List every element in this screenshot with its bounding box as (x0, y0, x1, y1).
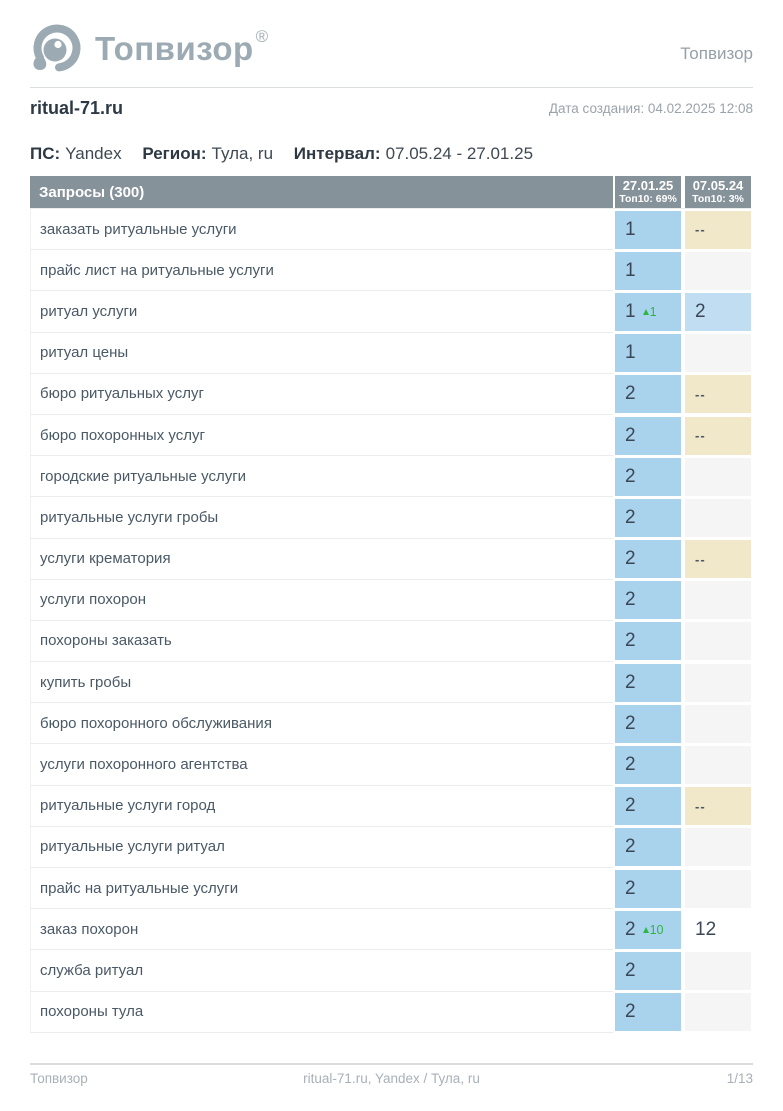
query-cell (30, 786, 613, 827)
position-value: 2 (625, 877, 636, 899)
table-row (30, 950, 751, 991)
report-params (30, 144, 753, 164)
position-change-badge (643, 305, 657, 319)
up-arrow-icon (643, 927, 649, 933)
position-cell-previous (685, 746, 751, 784)
registered-mark: ® (255, 26, 269, 46)
position-cell-previous (685, 334, 751, 372)
table-row (30, 539, 751, 580)
position-value: 2 (625, 795, 636, 817)
position-cell-current (615, 828, 681, 866)
table-row (30, 374, 751, 415)
date-column-header-previous (685, 176, 751, 208)
top10-percent: Топ10: 69% (619, 193, 677, 206)
table-row (30, 703, 751, 744)
query-text: прайс на ритуальные услуги (40, 879, 239, 897)
position-cell-current (615, 293, 681, 331)
table-row (30, 209, 751, 250)
table-row (30, 415, 751, 456)
position-cell-previous (685, 293, 751, 331)
position-cell-previous (685, 417, 751, 455)
query-text: заказ похорон (40, 920, 139, 938)
param-interval-value: 07.05.24 - 27.01.25 (385, 144, 534, 163)
position-value: -- (695, 386, 706, 402)
position-value: 1 (625, 300, 636, 322)
table-row (30, 868, 751, 909)
creation-date: Дата создания: 04.02.2025 12:08 (548, 101, 753, 116)
query-cell (30, 497, 613, 538)
table-row (30, 456, 751, 497)
position-cell-current (615, 622, 681, 660)
query-cell (30, 291, 613, 332)
query-cell (30, 539, 613, 580)
query-text: похороны тула (40, 1003, 144, 1021)
table-row (30, 621, 751, 662)
query-text: похороны заказать (40, 632, 172, 650)
position-cell-previous (685, 870, 751, 908)
position-cell-previous (685, 375, 751, 413)
table-row (30, 992, 751, 1033)
top10-percent: Топ10: 3% (692, 193, 744, 206)
query-text: бюро похоронного обслуживания (40, 714, 272, 732)
position-value: 2 (625, 918, 636, 940)
position-value: 2 (625, 959, 636, 981)
query-cell (30, 662, 613, 703)
position-cell-current (615, 870, 681, 908)
table-row (30, 497, 751, 538)
query-cell (30, 992, 613, 1033)
footer-report-title: ritual-71.ru, Yandex / Тула, ru (303, 1071, 480, 1086)
position-cell-previous (685, 664, 751, 702)
position-cell-current (615, 705, 681, 743)
position-cell-current (615, 334, 681, 372)
query-text: ритуальные услуги город (40, 797, 216, 815)
query-text: служба ритуал (40, 961, 144, 979)
position-cell-previous (685, 499, 751, 537)
param-interval-label: Интервал: (293, 144, 381, 163)
position-value: 1 (625, 259, 636, 281)
position-cell-previous (685, 705, 751, 743)
brand-name: Топвизор (95, 29, 254, 67)
position-cell-previous (685, 211, 751, 249)
position-cell-previous (685, 622, 751, 660)
query-text: услуги крематория (40, 550, 171, 568)
position-value: 2 (625, 424, 636, 446)
query-cell (30, 374, 613, 415)
header-divider (30, 87, 753, 88)
position-cell-previous (685, 952, 751, 990)
position-cell-current (615, 499, 681, 537)
query-cell (30, 703, 613, 744)
param-region-label: Регион: (142, 144, 207, 163)
query-cell (30, 621, 613, 662)
position-value: 2 (625, 1001, 636, 1023)
query-cell (30, 909, 613, 950)
param-se-value: Yandex (65, 144, 122, 163)
position-cell-current (615, 458, 681, 496)
position-value: 2 (625, 671, 636, 693)
query-cell (30, 950, 613, 991)
site-row (30, 98, 753, 119)
position-value: 1 (625, 342, 636, 364)
query-text: городские ритуальные услуги (40, 467, 247, 485)
position-change-value: 1 (649, 304, 657, 319)
position-cell-current (615, 746, 681, 784)
positions-table (30, 176, 751, 1033)
position-cell-current (615, 664, 681, 702)
query-text: бюро похоронных услуг (40, 426, 205, 444)
query-text: ритуальные услуги гробы (40, 508, 219, 526)
date-label: 27.01.25 (622, 177, 674, 193)
topvisor-logo-icon (30, 22, 83, 75)
position-value: -- (695, 798, 706, 814)
position-value: -- (695, 222, 706, 238)
position-cell-current (615, 911, 681, 949)
query-cell (30, 456, 613, 497)
table-row (30, 333, 751, 374)
table-body (30, 208, 751, 1033)
query-text: ритуал услуги (40, 302, 138, 320)
position-cell-previous (685, 911, 751, 949)
position-cell-previous (685, 540, 751, 578)
position-value: 2 (695, 300, 706, 322)
position-value: 2 (625, 754, 636, 776)
query-cell (30, 868, 613, 909)
query-text: ритуал цены (40, 344, 129, 362)
table-row (30, 909, 751, 950)
query-text: ритуальные услуги ритуал (40, 838, 225, 856)
position-cell-current (615, 417, 681, 455)
query-text: прайс лист на ритуальные услуги (40, 261, 274, 279)
query-cell (30, 250, 613, 291)
table-row (30, 744, 751, 785)
position-cell-previous (685, 828, 751, 866)
position-value: 2 (625, 836, 636, 858)
position-cell-current (615, 252, 681, 290)
position-change-value: 10 (649, 922, 664, 937)
table-row (30, 786, 751, 827)
table-row (30, 662, 751, 703)
site-name: ritual-71.ru (30, 98, 124, 118)
position-cell-previous (685, 252, 751, 290)
query-text: купить гробы (40, 673, 132, 691)
position-value: 2 (625, 589, 636, 611)
position-cell-current (615, 952, 681, 990)
query-cell (30, 580, 613, 621)
topvisor-logo (30, 22, 268, 75)
query-cell (30, 744, 613, 785)
query-text: услуги похоронного агентства (40, 756, 248, 774)
queries-header: Запросы (300) (30, 176, 613, 208)
footer-brand: Топвизор (30, 1071, 88, 1086)
brand-header (30, 20, 753, 80)
query-cell (30, 209, 613, 250)
query-cell (30, 333, 613, 374)
position-value: 12 (695, 918, 717, 940)
param-region-value: Тула, ru (211, 144, 274, 163)
position-cell-previous (685, 993, 751, 1031)
position-value: 2 (625, 465, 636, 487)
header-right-label: Топвизор (680, 44, 753, 63)
query-cell (30, 415, 613, 456)
position-cell-current (615, 211, 681, 249)
position-value: 2 (625, 548, 636, 570)
position-cell-current (615, 993, 681, 1031)
query-text: услуги похорон (40, 591, 147, 609)
table-row (30, 250, 751, 291)
position-cell-previous (685, 581, 751, 619)
position-cell-current (615, 540, 681, 578)
date-label: 07.05.24 (692, 177, 744, 193)
table-row (30, 580, 751, 621)
position-value: 1 (625, 218, 636, 240)
position-cell-current (615, 375, 681, 413)
position-change-badge (643, 923, 664, 937)
param-se-label: ПС: (30, 144, 61, 163)
position-value: -- (695, 428, 706, 444)
query-cell (30, 827, 613, 868)
position-cell-current (615, 581, 681, 619)
position-cell-current (615, 787, 681, 825)
query-text: бюро ритуальных услуг (40, 385, 204, 403)
position-value: 2 (625, 630, 636, 652)
position-cell-previous (685, 458, 751, 496)
up-arrow-icon (643, 309, 649, 315)
position-value: 2 (625, 383, 636, 405)
query-text: заказать ритуальные услуги (40, 220, 237, 238)
position-value: 2 (625, 506, 636, 528)
position-value: -- (695, 551, 706, 567)
page-footer (30, 1063, 753, 1086)
position-cell-previous (685, 787, 751, 825)
date-column-header-current (615, 176, 681, 208)
table-row (30, 827, 751, 868)
table-row (30, 291, 751, 332)
table-header (30, 176, 751, 208)
position-value: 2 (625, 712, 636, 734)
footer-page-number: 1/13 (726, 1071, 753, 1086)
